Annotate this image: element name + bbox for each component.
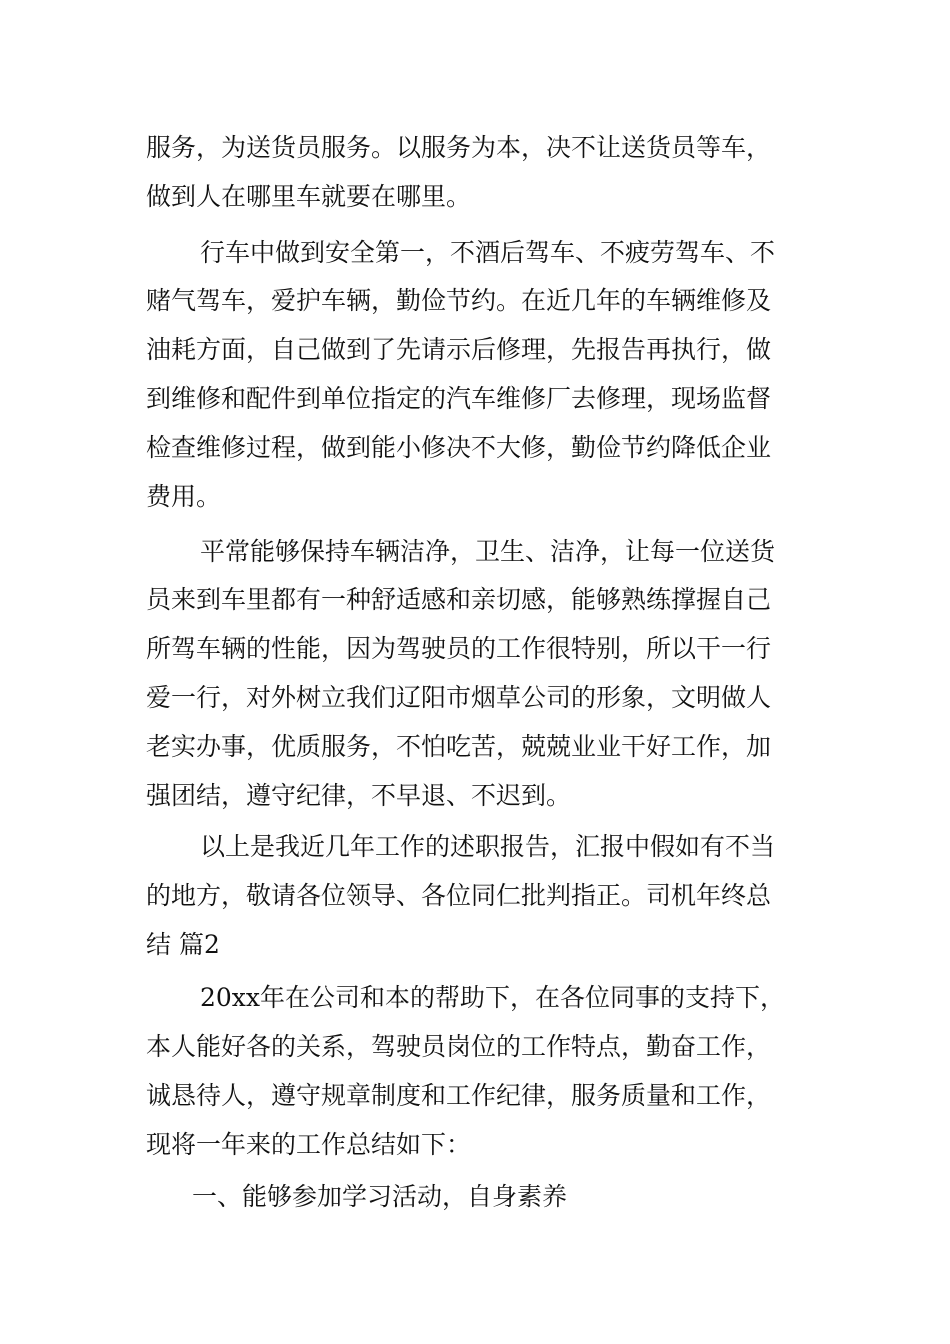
paragraph-start-line: 行车中做到安全第一，不酒后驾车、不疲劳驾车、不 bbox=[200, 238, 776, 267]
text-line: 检查维修过程，做到能小修决不大修，勤俭节约降低企业 bbox=[146, 433, 772, 462]
paragraph-start-line: 以上是我近几年工作的述职报告，汇报中假如有不当 bbox=[200, 832, 776, 861]
heading-line: 结 篇2 bbox=[146, 930, 220, 959]
text-line: 赌气驾车，爱护车辆，勤俭节约。在近几年的车辆维修及 bbox=[146, 286, 772, 315]
text-line: 强团结，遵守纪律，不早退、不迟到。 bbox=[146, 781, 572, 810]
text-line: 现将一年来的工作总结如下： bbox=[146, 1130, 472, 1159]
text-line: 所驾车辆的性能，因为驾驶员的工作很特别，所以干一行 bbox=[146, 634, 772, 663]
text-line: 爱一行，对外树立我们辽阳市烟草公司的形象，文明做人 bbox=[146, 683, 772, 712]
text-line: 员来到车里都有一种舒适感和亲切感，能够熟练撑握自己 bbox=[146, 585, 772, 614]
text-line: 老实办事，优质服务，不怕吃苦，兢兢业业干好工作，加 bbox=[146, 732, 772, 761]
section-heading: 一、能够参加学习活动，自身素养 bbox=[192, 1182, 568, 1211]
text-line: 诚恳待人，遵守规章制度和工作纪律，服务质量和工作， bbox=[146, 1081, 772, 1110]
text-line: 本人能好各的关系，驾驶员岗位的工作特点，勤奋工作， bbox=[146, 1032, 772, 1061]
paragraph-start-line: 平常能够保持车辆洁净，卫生、洁净，让每一位送货 bbox=[200, 537, 776, 566]
text-line: 做到人在哪里车就要在哪里。 bbox=[146, 182, 472, 211]
text-line: 油耗方面，自己做到了先请示后修理，先报告再执行，做 bbox=[146, 335, 772, 364]
text-line: 到维修和配件到单位指定的汽车维修厂去修理，现场监督 bbox=[146, 384, 772, 413]
text-line: 服务，为送货员服务。以服务为本，决不让送货员等车， bbox=[146, 133, 772, 162]
text-line: 的地方，敬请各位领导、各位同仁批判指正。司机年终总 bbox=[146, 881, 772, 910]
text-line: 费用。 bbox=[146, 482, 222, 511]
paragraph-start-line: 20xx年在公司和本的帮助下，在各位同事的支持下， bbox=[200, 983, 786, 1012]
